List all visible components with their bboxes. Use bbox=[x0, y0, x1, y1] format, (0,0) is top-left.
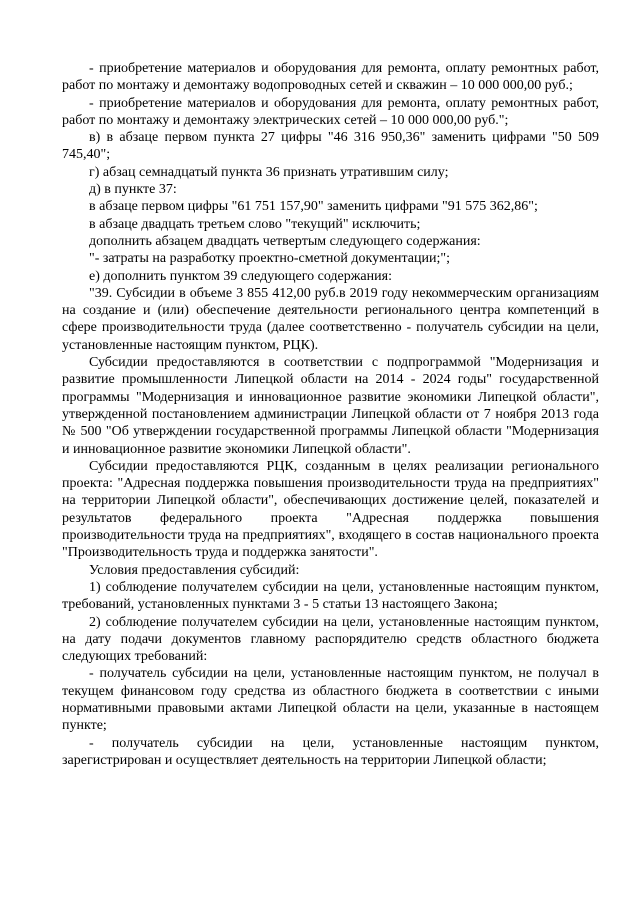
paragraph-condition-2: 2) соблюдение получателем субсидии на цели, установленные настоящим пунктом, на дату подачи документов главному распорядителю средств областного бюджета следующих требований: bbox=[62, 614, 599, 665]
paragraph-item-d: д) в пункте 37: bbox=[89, 182, 177, 198]
paragraph-rck-purpose: Субсидии предоставляются РЦК, созданным в целях реализации регионального проекта: "Адресная поддержка повышения производительности труда на предприятиях" на территории Липецкой области", обеспечивающих достижение целей, показателей и результатов федерального проекта "Адресная поддержка повышения производительности труда на предприятиях", входящего в состав национального проекта "Производительность труда и поддержка занятости". bbox=[62, 458, 599, 561]
paragraph-requirement-no-funds: - получатель субсидии на цели, установленные настоящим пунктом, не получал в текущем финансовом году средства из областного бюджета в соответствии с иными нормативными правовыми актами Липецкой области на цели, указанные в настоящем пункте; bbox=[62, 666, 599, 734]
paragraph-materials-water: - приобретение материалов и оборудования для ремонта, оплату ремонтных работ, работ по монтажу и демонтажу водопроводных сетей и скважин – 10 000 000,00 руб.; bbox=[62, 61, 599, 94]
paragraph-item-d-quote: "- затраты на разработку проектно-сметной документации;"; bbox=[89, 251, 450, 267]
paragraph-point-39: "39. Субсидии в объеме 3 855 412,00 руб.в 2019 году некоммерческим организациям на создание и (или) обеспечение деятельности регионального центра компетенций в сфере производительности труда (далее соответственно - получатель субсидии на цели, установленные настоящим пунктом, РЦК). bbox=[62, 285, 599, 353]
paragraph-condition-1: 1) соблюдение получателем субсидии на цели, установленные настоящим пунктом, требований, установленных пунктами 3 - 5 статьи 13 настоящего Закона; bbox=[62, 579, 599, 613]
paragraph-item-d-twenty-third: в абзаце двадцать третьем слово "текущий" исключить; bbox=[89, 216, 421, 232]
paragraph-item-d-first: в абзаце первом цифры "61 751 157,90" заменить цифрами "91 575 362,86"; bbox=[89, 199, 538, 215]
paragraph-conditions-heading: Условия предоставления субсидий: bbox=[89, 562, 300, 578]
paragraph-requirement-registered: - получатель субсидии на цели, установленные настоящим пунктом, зарегистрирован и осуществляет деятельность на территории Липецкой области; bbox=[62, 735, 599, 768]
paragraph-subprogram: Субсидии предоставляются в соответствии с подпрограммой "Модернизация и развитие промышленности Липецкой области на 2014 - 2024 годы" государственной программы "Модернизация и инновационное развитие экономики Липецкой области", утвержденной постановлением администрации Липецкой области от 7 ноября 2013 года № 500 "Об утверждении государственной программы Липецкой области "Модернизация и инновационное развитие экономики Липецкой области". bbox=[62, 355, 599, 457]
paragraph-materials-electric: - приобретение материалов и оборудования для ремонта, оплату ремонтных работ, работ по монтажу и демонтажу электрических сетей – 10 000 000,00 руб."; bbox=[62, 95, 599, 128]
paragraph-item-g: г) абзац семнадцатый пункта 36 признать утратившим силу; bbox=[89, 164, 449, 180]
paragraph-item-e: е) дополнить пунктом 39 следующего содержания: bbox=[89, 268, 392, 284]
paragraph-item-v: в) в абзаце первом пункта 27 цифры "46 316 950,36" заменить цифрами "50 509 745,40"; bbox=[62, 130, 599, 163]
paragraph-item-d-add: дополнить абзацем двадцать четвертым следующего содержания: bbox=[89, 233, 481, 249]
